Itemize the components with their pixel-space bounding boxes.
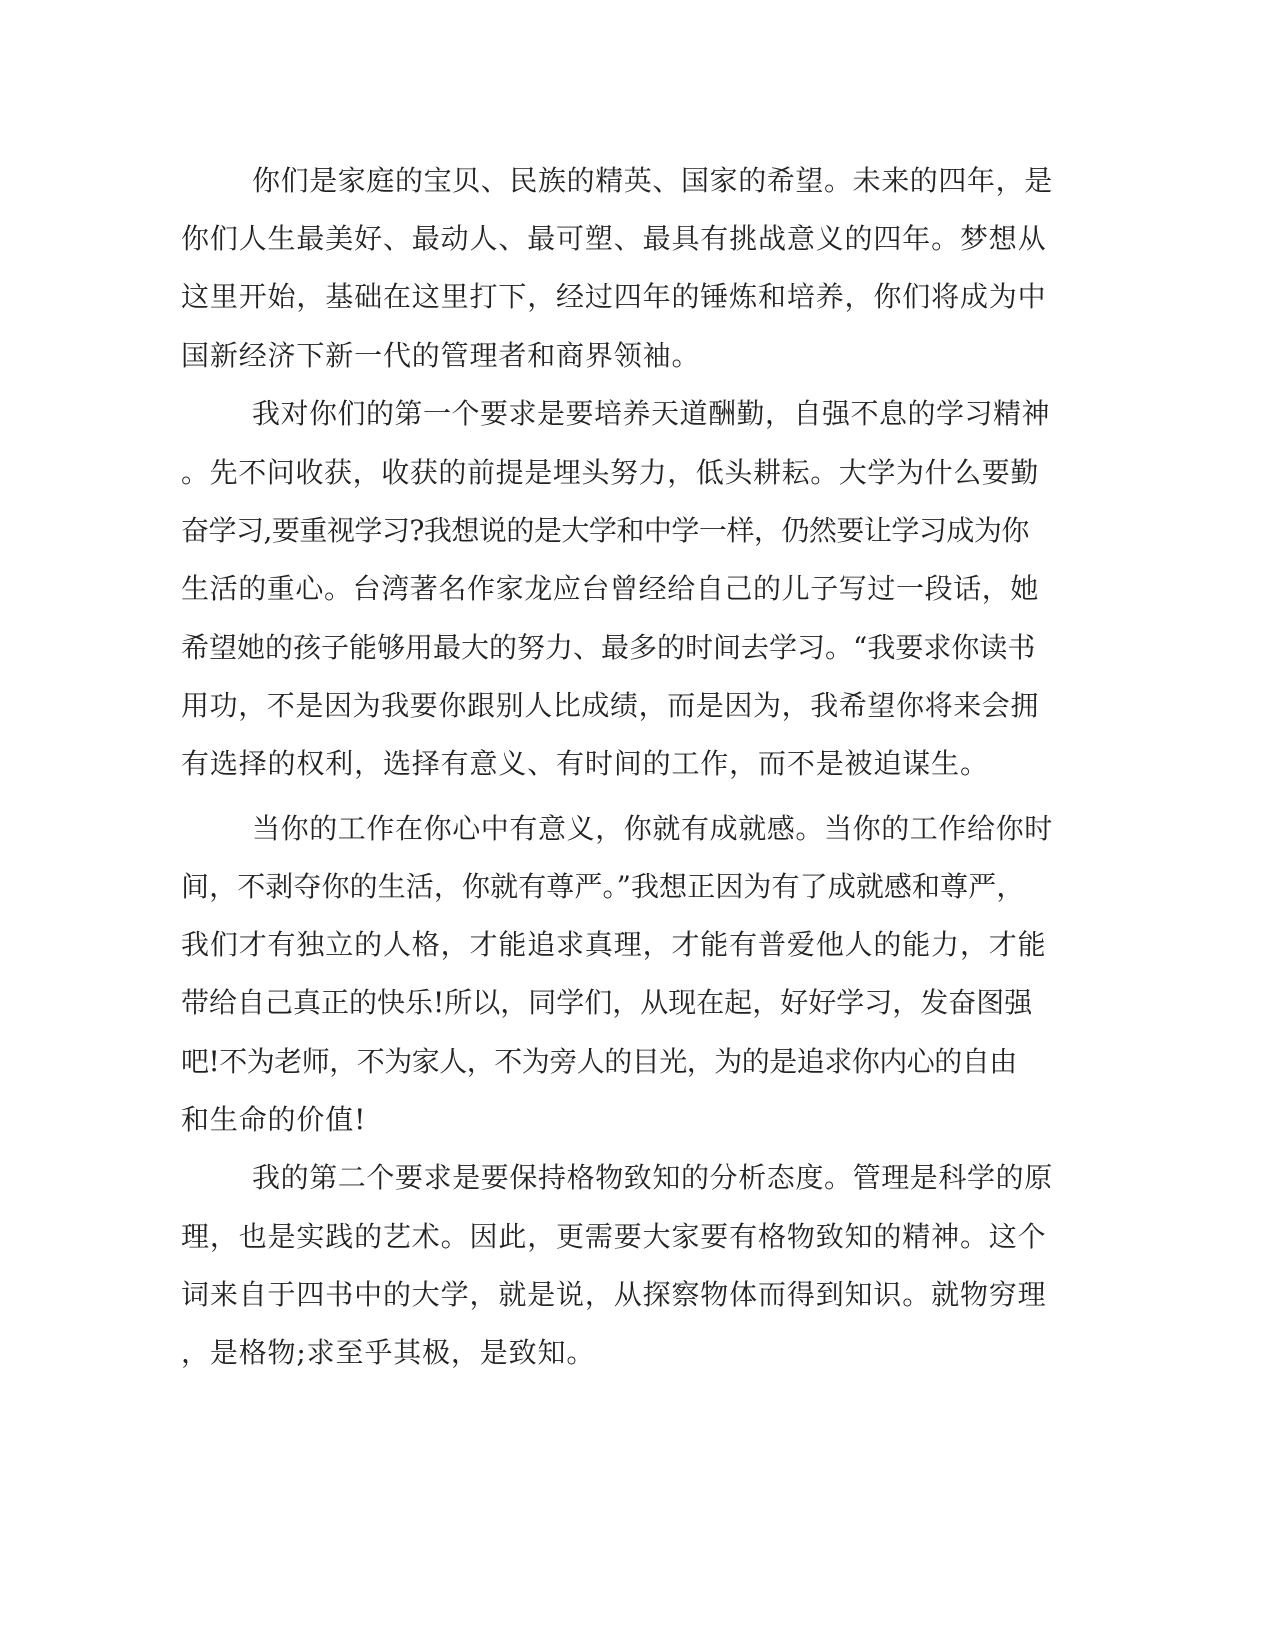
text-line: 和生命的价值!: [181, 1103, 367, 1136]
text-line: 国新经济下新一代的管理者和商界领袖。: [181, 339, 701, 372]
text-line: 用功，不是因为我要你跟别人比成绩，而是因为，我希望你将来会拥: [181, 689, 1040, 722]
text-line: 你们是家庭的宝贝、民族的精英、国家的希望。未来的四年，是: [252, 164, 1053, 197]
text-line: 吧!不为老师，不为家人，不为旁人的目光，为的是追求你内心的自由: [181, 1045, 1017, 1078]
text-line: 当你的工作在你心中有意义，你就有成就感。当你的工作给你时: [252, 812, 1053, 845]
text-line: 。先不问收获，收获的前提是埋头努力，低头耕耘。大学为什么要勤: [181, 456, 1040, 489]
text-line: 生活的重心。台湾著名作家龙应台曾经给自己的儿子写过一段话，她: [181, 572, 1040, 605]
text-line: 有选择的权利，选择有意义、有时间的工作，而不是被迫谋生。: [181, 747, 989, 780]
text-line: 这里开始，基础在这里打下，经过四年的锤炼和培养，你们将成为中: [181, 280, 1047, 313]
text-line: 理，也是实践的艺术。因此，更需要大家要有格物致知的精神。这个: [181, 1220, 1047, 1253]
text-line: 我们才有独立的人格，才能追求真理，才能有普爱他人的能力，才能: [181, 928, 1047, 961]
text-line: 带给自己真正的快乐!所以，同学们，从现在起，好好学习，发奋图强: [181, 986, 1033, 1019]
text-line: 奋学习,要重视学习?我想说的是大学和中学一样，仍然要让学习成为你: [181, 514, 1029, 547]
text-line: 你们人生最美好、最动人、最可塑、最具有挑战意义的四年。梦想从: [181, 222, 1047, 255]
text-line: 希望她的孩子能够用最大的努力、最多的时间去学习。“我要求你读书: [181, 631, 1036, 664]
text-line: 我的第二个要求是要保持格物致知的分析态度。管理是科学的原: [252, 1161, 1053, 1194]
text-line: 间，不剥夺你的生活，你就有尊严。”我想正因为有了成就感和尊严，: [181, 870, 1025, 903]
text-line: 词来自于四书中的大学，就是说，从探察物体而得到知识。就物穷理: [181, 1278, 1047, 1311]
text-line: ，是格物;求至乎其极，是致知。: [181, 1336, 596, 1369]
text-line: 我对你们的第一个要求是要培养天道酬勤，自强不息的学习精神: [252, 397, 1051, 430]
